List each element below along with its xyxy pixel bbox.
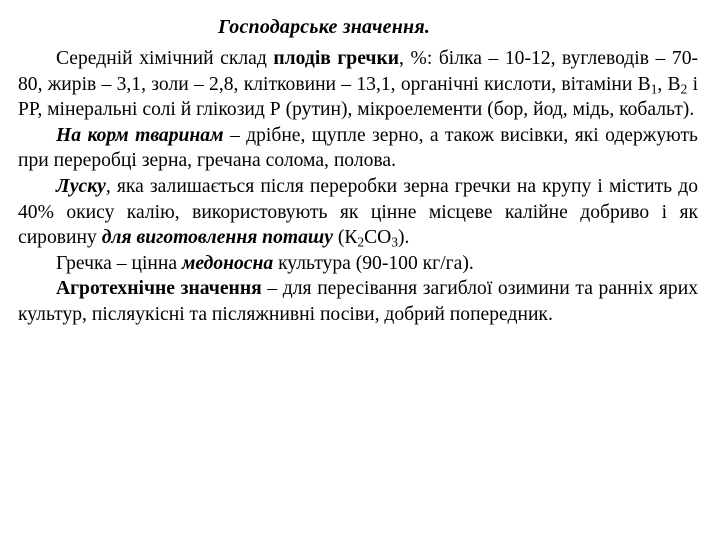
text-run: Середній хімічний склад [56,48,274,69]
text-run: Гречка – цінна [56,252,182,274]
term-buckwheat-fruits: плодів гречки [273,48,400,69]
term-honey-plant: медоносна [181,252,274,274]
paragraph-husk [18,174,698,251]
text-run: – дрібне, щупле зерно, а також висівки, які одержують при переробці зерна, гречана солома, полова. [18,124,698,172]
text-run: ). [397,227,410,249]
text-body [18,46,698,328]
paragraph-honey-plant [18,251,698,277]
term-husk: Луску [56,175,106,197]
term-agrotechnical-value: Агротехнічне значення [56,278,262,300]
text-run: , В [657,73,681,95]
text-run: – для пересівання загиблої озимини та ранніх ярих культур, післяукісні та післяжнивні посіви, добрий попередник. [18,278,698,325]
text-run: , яка залишається після переробки зерна гречки на крупу і містить до 40% окису калію, використовують як цінне місцеве калійне добриво і як сировину [18,175,698,249]
subscript: 3 [391,234,398,250]
subscript: 2 [357,234,365,250]
subscript: 2 [680,81,688,97]
text-run: , %: білка – 10-12, вуглеводів – 70-80, жирів – 3,1, золи – 2,8, клітковини – 13,1, органічні кислоти, вітаміни В [18,48,699,95]
subscript: 1 [650,81,658,97]
text-run: (К [332,227,358,249]
text-run: і РР, мінеральні солі й глікозид Р (рутин), мікроелементи (бор, йод, мідь, кобальт). [18,73,699,121]
term-potash-production: для виготовлення поташу [101,227,333,249]
text-run: СО [364,227,392,249]
paragraph-chemical-composition [18,46,698,123]
text-run: культура (90-100 кг/га). [273,252,474,274]
term-animal-feed: На корм тваринам [56,124,224,146]
paragraph-animal-feed [18,123,698,174]
page-title: Господарське значення. [218,16,431,38]
paragraph-agrotechnical [18,276,698,327]
